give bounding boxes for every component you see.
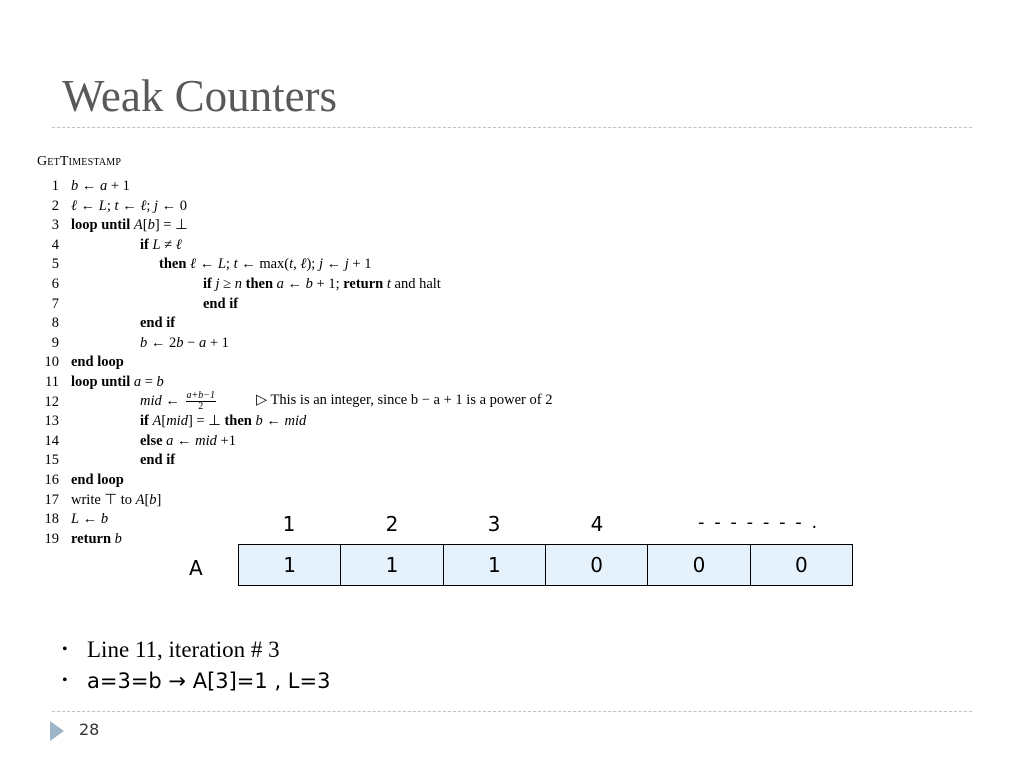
title-divider [52, 127, 972, 128]
array-cell: 0 [751, 545, 852, 585]
algorithm-name: GetTimestamp [37, 154, 122, 169]
array-index: 1 [282, 512, 296, 536]
bullet-dot-icon: • [62, 640, 68, 658]
line-number: 9 [51, 334, 59, 351]
bullet-dot-icon: • [62, 671, 68, 689]
array-index: 4 [590, 512, 604, 536]
array-cell: 0 [648, 545, 750, 585]
bullet-list [62, 634, 330, 696]
line-number: 17 [44, 491, 59, 508]
line-number: 10 [44, 354, 59, 371]
footer-divider [52, 711, 972, 712]
page-number: 28 [79, 720, 100, 739]
line-number: 15 [44, 452, 59, 469]
line-number: 16 [44, 472, 59, 488]
line-number: 8 [51, 315, 59, 332]
array-index: 3 [487, 512, 501, 536]
slide-title: Weak Counters [62, 71, 338, 121]
bullet-item: • Line 11, iteration # 3 [62, 636, 280, 662]
line-number: 11 [45, 374, 59, 390]
line-number: 2 [51, 197, 59, 214]
array-label: A [189, 556, 203, 580]
line-number: 13 [44, 413, 59, 430]
line-number: 5 [51, 256, 59, 273]
line-number: 6 [51, 276, 59, 292]
line-number: 12 [44, 393, 59, 410]
array-A [238, 544, 853, 586]
line-number: 7 [51, 295, 59, 312]
line-number: 1 [51, 178, 59, 194]
array-cell: 1 [239, 545, 341, 585]
line-number: 14 [44, 432, 59, 449]
line-number: 18 [44, 511, 59, 528]
bullet-item: • a=3=b → A[3]=1 , L=3 [62, 668, 331, 693]
array-cell: 1 [341, 545, 443, 585]
code-comment: ▷ This is an integer, since b − a + 1 is a power of 2 [256, 392, 553, 409]
line-number: 3 [51, 217, 59, 234]
index-ellipsis: - - - - - - - . [698, 512, 820, 533]
line-number: 19 [44, 530, 59, 547]
line-number: 4 [51, 236, 59, 253]
array-cell: 1 [444, 545, 546, 585]
array-index: 2 [385, 512, 399, 536]
array-cell: 0 [546, 545, 648, 585]
triangle-right-icon [50, 721, 64, 741]
